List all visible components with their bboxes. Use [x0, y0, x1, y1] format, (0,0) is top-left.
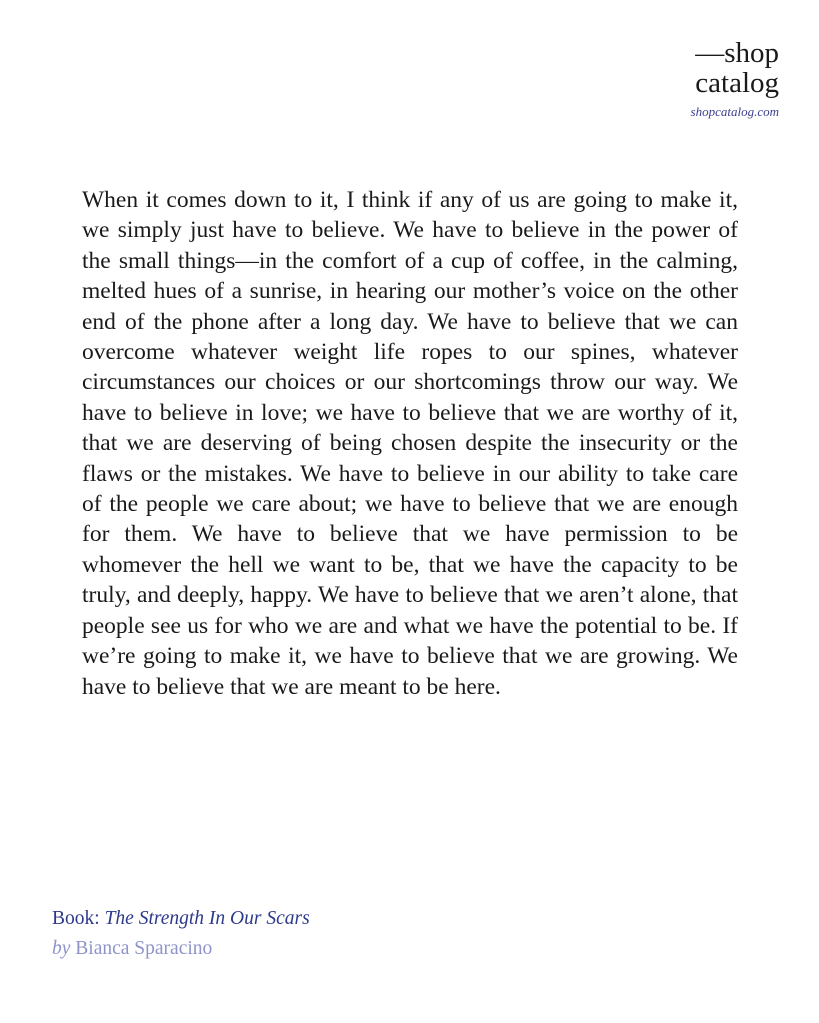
brand-logo [691, 38, 779, 120]
book-line [52, 904, 310, 934]
logo-line-shop: —shop [695, 37, 779, 69]
author-line [52, 934, 310, 964]
logo-line-catalog: catalog [695, 67, 779, 99]
book-title: The Strength In Our Scars [104, 908, 310, 929]
logo-url: shopcatalog.com [690, 104, 779, 119]
source-attribution [52, 904, 310, 964]
author-name: Bianca Sparacino [70, 938, 213, 959]
quote-text: When it comes down to it, I think if any of us are going to make it, we simply just have to believe. We have to believe in the power of the small things—in the comfort of a cup of coffee, in the calming, melted hues of a sunrise, in hearing our mother’s voice on the other end of the phone after a long day. We have to believe that we can overcome whatever weight life ropes to our spines, whatever circumstances our choices or our shortcomings throw our way. We have to believe in love; we have to believe that we are worthy of it, that we are deserving of being chosen despite the insecurity or the flaws or the mistakes. We have to believe in our ability to take care of the people we care about; we have to believe that we are enough for them. We have to believe that we have permission to be whomever the hell we want to be, that we have the capacity to be truly, and deeply, happy. We have to believe that we aren’t alone, that people see us for who we are and what we have the potential to be. If we’re going to make it, we have to believe that we are growing. We have to believe that we are meant to be here. [82, 187, 738, 700]
book-label: Book: [52, 908, 105, 929]
by-label: by [52, 938, 71, 959]
